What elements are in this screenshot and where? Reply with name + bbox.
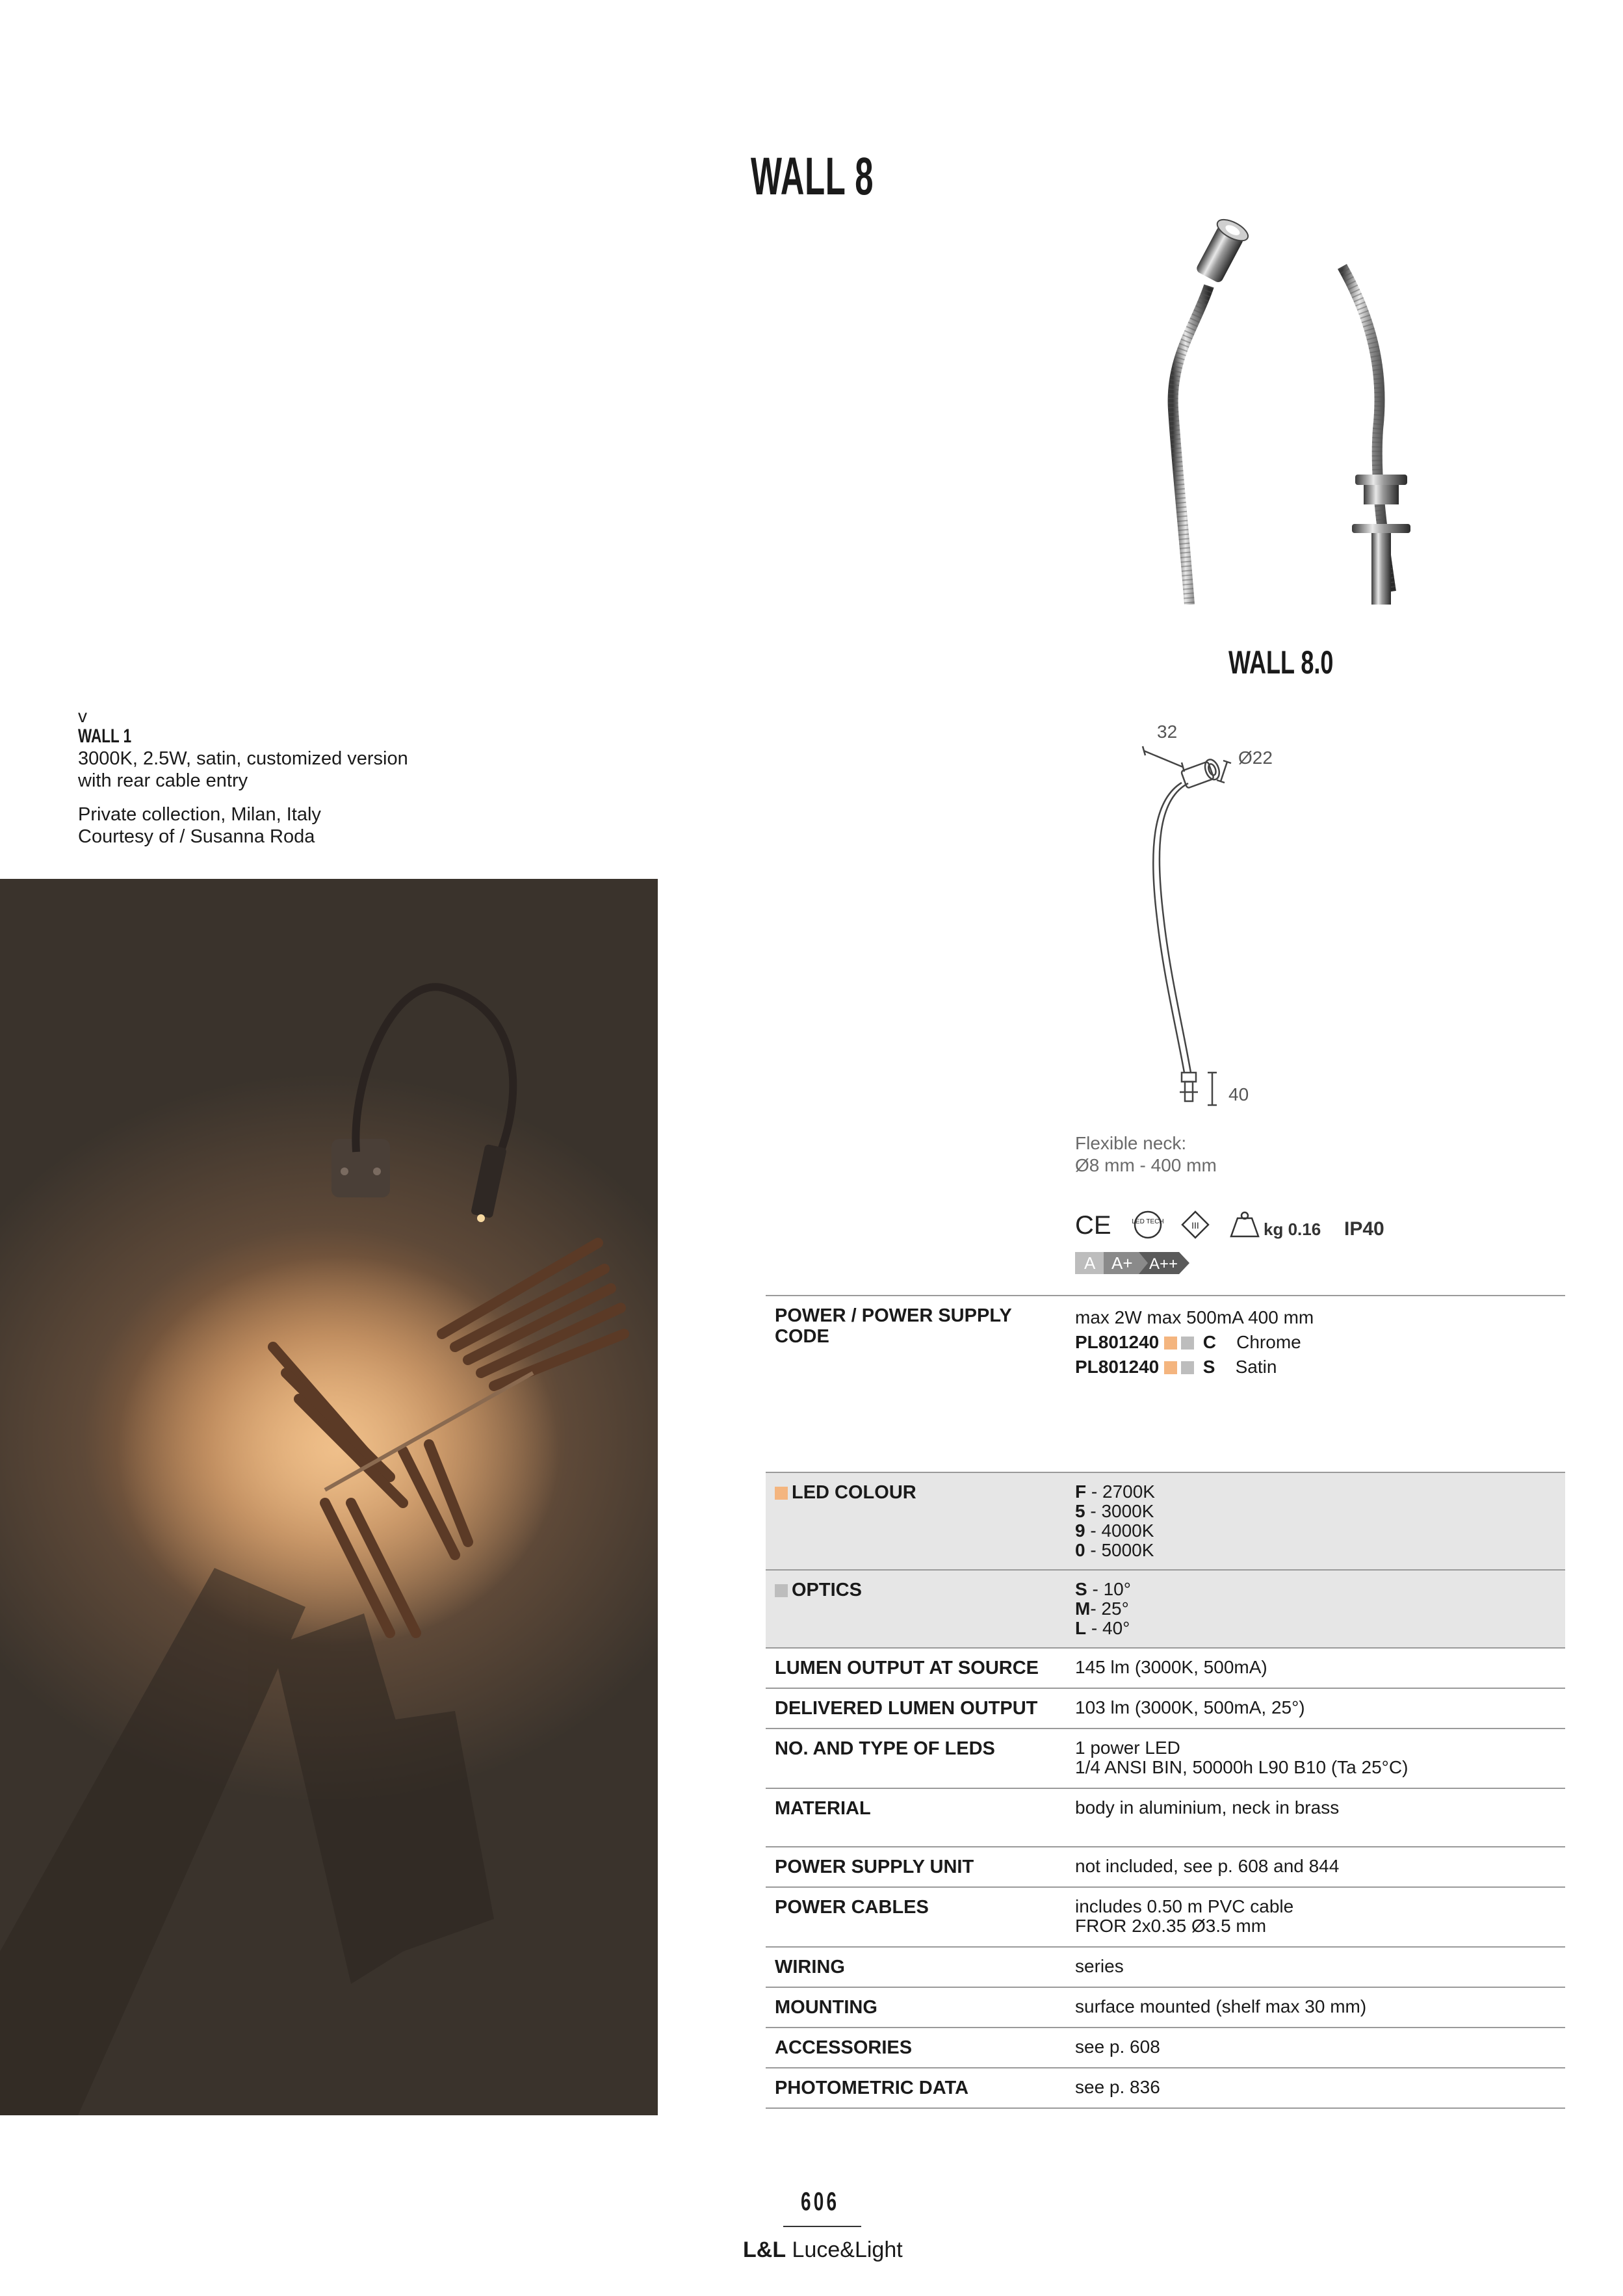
weight-value: kg 0.16 <box>1264 1220 1321 1239</box>
lamp-neck-right <box>1342 267 1410 605</box>
caption-line: 3000K, 2.5W, satin, customized version <box>78 748 408 769</box>
grey-swatch <box>1181 1361 1194 1374</box>
spec-row: ACCESSORIES see p. 608 <box>766 2027 1565 2067</box>
neck-note: Flexible neck: Ø8 mm - 400 mm <box>1075 1133 1217 1175</box>
spec-row: MATERIAL body in aluminium, neck in brass <box>766 1788 1565 1846</box>
led-tech-icon <box>1132 1212 1163 1238</box>
spec-row-power: POWER / POWER SUPPLY CODE max 2W max 500mA 400 mm PL801240 C Chrome PL801240 S Satin <box>766 1295 1565 1472</box>
caption-product-name: WALL 1 <box>78 725 132 747</box>
lamp-neck-left <box>1173 215 1251 605</box>
caption-line: Courtesy of / Susanna Roda <box>78 826 315 847</box>
spec-row: WIRING series <box>766 1946 1565 1987</box>
orange-swatch <box>775 1487 788 1500</box>
page-number: 606 <box>801 2187 840 2216</box>
table-bottom-rule <box>766 2107 1565 2109</box>
product-photo <box>1157 215 1449 605</box>
ip-rating: IP40 <box>1344 1218 1384 1240</box>
energy-a: A <box>1084 1253 1096 1273</box>
page-title: WALL 8 <box>751 147 874 206</box>
dim-length: 32 <box>1157 722 1178 742</box>
spec-row: POWER CABLES includes 0.50 m PVC cable FROR 2x0.35 Ø3.5 mm <box>766 1886 1565 1946</box>
energy-a-plus-plus: A++ <box>1149 1255 1178 1273</box>
spec-row: MOUNTING surface mounted (shelf max 30 mm) <box>766 1987 1565 2027</box>
wall-lamp <box>331 987 513 1222</box>
svg-text:III: III <box>1191 1220 1199 1231</box>
spec-row-led-colour: LED COLOUR F - 2700K 5 - 3000K 9 - 4000K 0 - 5000K <box>766 1472 1565 1569</box>
svg-text:LED TECH: LED TECH <box>1132 1218 1164 1225</box>
technical-drawing <box>1079 722 1358 1131</box>
power-value: max 2W max 500mA 400 mm <box>1075 1307 1314 1327</box>
spec-row: POWER SUPPLY UNIT not included, see p. 608 and 844 <box>766 1846 1565 1886</box>
grey-swatch <box>1181 1337 1194 1350</box>
brand-footer: L&L Luce&Light <box>743 2237 903 2262</box>
caption-line: Private collection, Milan, Italy <box>78 804 321 825</box>
chevron-down-icon: v <box>78 706 87 726</box>
spec-row: DELIVERED LUMEN OUTPUT 103 lm (3000K, 500mA, 25°) <box>766 1688 1565 1728</box>
photo-caption <box>78 707 468 848</box>
orange-swatch <box>1164 1337 1177 1350</box>
dim-diameter: Ø22 <box>1238 748 1273 768</box>
footer-divider <box>783 2226 861 2227</box>
energy-class-badge <box>1075 1252 1192 1274</box>
energy-a-plus: A+ <box>1111 1253 1133 1273</box>
spec-table <box>766 1295 1565 2109</box>
ambient-photo <box>0 879 658 2115</box>
orange-swatch <box>1164 1361 1177 1374</box>
ambient-photo-art <box>0 879 658 2115</box>
code-row: PL801240 C Chrome <box>1075 1332 1301 1352</box>
spec-row: NO. AND TYPE OF LEDS 1 power LED 1/4 ANSI BIN, 50000h L90 B10 (Ta 25°C) <box>766 1728 1565 1788</box>
code-row: PL801240 S Satin <box>1075 1357 1277 1377</box>
sculpture-shadow <box>0 1568 494 2115</box>
spec-row: PHOTOMETRIC DATA see p. 836 <box>766 2067 1565 2107</box>
caption-line: with rear cable entry <box>78 770 248 791</box>
certification-row <box>1075 1209 1400 1243</box>
dim-base: 40 <box>1228 1084 1249 1104</box>
grey-swatch <box>775 1584 788 1597</box>
class-iii-icon <box>1182 1212 1208 1238</box>
weight-icon <box>1231 1212 1258 1236</box>
ce-mark-icon: CE <box>1075 1211 1111 1240</box>
spec-row: LUMEN OUTPUT AT SOURCE 145 lm (3000K, 500mA) <box>766 1647 1565 1688</box>
spec-row-optics: OPTICS S - 10° M- 25° L - 40° <box>766 1569 1565 1647</box>
model-name: WALL 8.0 <box>1228 644 1334 681</box>
